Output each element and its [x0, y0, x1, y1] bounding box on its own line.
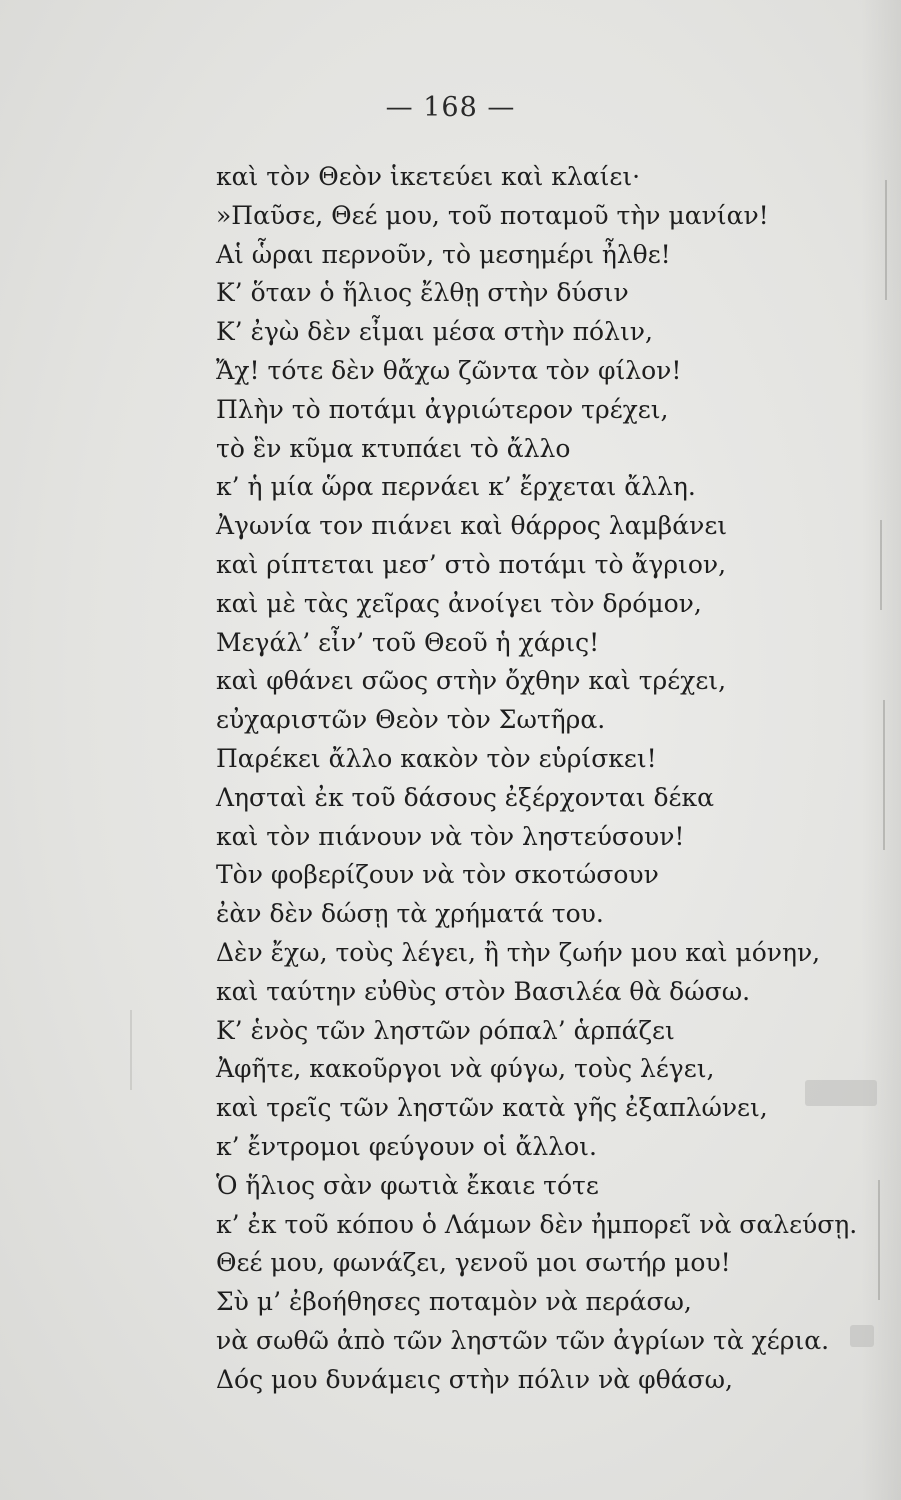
poem-line: Δός μου δυνάμεις στὴν πόλιν νὰ φθάσω, [216, 1364, 733, 1394]
poem-line: Ἀφῆτε, κακοῦργοι νὰ φύγω, τοὺς λέγει, [216, 1054, 715, 1084]
poem-line: καὶ μὲ τὰς χεῖρας ἀνοίγει τὸν δρόμον, [216, 588, 702, 618]
poem-line: κ’ ἡ μία ὥρα περνάει κ’ ἔρχεται ἄλλη. [216, 472, 696, 502]
poem-line: τὸ ἓν κῦμα κτυπάει τὸ ἄλλο [216, 433, 571, 463]
poem-line: Αἱ ὧραι περνοῦν, τὸ μεσημέρι ἦλθε! [216, 239, 671, 269]
poem-line: Παρέκει ἄλλο κακὸν τὸν εὑρίσκει! [216, 743, 657, 773]
poem-line: κ’ ἔντρομοι φεύγουν οἱ ἄλλοι. [216, 1131, 597, 1161]
poem-line: Ἀγωνία τον πιάνει καὶ θάρρος λαμβάνει [216, 511, 728, 541]
margin-mark [880, 520, 882, 610]
poem-line: ἐὰν δὲν δώσῃ τὰ χρήματά του. [216, 899, 604, 929]
poem-line: Θεέ μου, φωνάζει, γενοῦ μοι σωτήρ μου! [216, 1248, 731, 1278]
poem-line: Ἄχ! τότε δὲν θἄχω ζῶντα τὸν φίλον! [216, 355, 682, 385]
poem-line: καὶ ταύτην εὐθὺς στὸν Βασιλέα θὰ δώσω. [216, 976, 751, 1006]
margin-mark [885, 180, 887, 300]
page-edge-shadow [861, 0, 901, 1500]
poem-line: Κ’ ἐγὼ δὲν εἶμαι μέσα στὴν πόλιν, [216, 317, 653, 347]
poem-line: εὐχαριστῶν Θεὸν τὸν Σωτῆρα. [216, 705, 606, 735]
poem-line: Τὸν φοβερίζουν νὰ τὸν σκοτώσουν [216, 860, 659, 890]
poem-line: Κ’ ἑνὸς τῶν ληστῶν ρόπαλ’ ἁρπάζει [216, 1015, 675, 1045]
poem-line: Κ’ ὅταν ὁ ἥλιος ἔλθῃ στὴν δύσιν [216, 278, 629, 308]
poem-line: Ὁ ἥλιος σὰν φωτιὰ ἔκαιε τότε [216, 1170, 599, 1200]
poem-line: καὶ τὸν πιάνουν νὰ τὸν ληστεύσουν! [216, 821, 685, 851]
poem-line: καὶ ρίπτεται μεσ’ στὸ ποτάμι τὸ ἄγριον, [216, 549, 727, 579]
poem-line: καὶ φθάνει σῶος στὴν ὄχθην καὶ τρέχει, [216, 666, 727, 696]
poem-line: Μεγάλ’ εἶν’ τοῦ Θεοῦ ἡ χάρις! [216, 627, 600, 657]
margin-mark [130, 1010, 132, 1090]
poem-line: »Παῦσε, Θεέ μου, τοῦ ποταμοῦ τὴν μανίαν! [216, 200, 769, 230]
margin-mark [883, 700, 885, 850]
poem-line: καὶ τὸν Θεὸν ἱκετεύει καὶ κλαίει· [216, 162, 641, 191]
poem-line: κ’ ἐκ τοῦ κόπου ὁ Λάμων δὲν ἠμπορεῖ νὰ σαλεύσῃ. [216, 1209, 858, 1239]
poem-line: Δὲν ἔχω, τοὺς λέγει, ἢ τὴν ζωήν μου καὶ μόνην, [216, 937, 821, 967]
margin-mark [878, 1180, 880, 1300]
poem-line: Λησταὶ ἐκ τοῦ δάσους ἐξέρχονται δέκα [216, 782, 714, 812]
poem-line: νὰ σωθῶ ἀπὸ τῶν ληστῶν τῶν ἀγρίων τὰ χέρια. [216, 1325, 830, 1355]
poem-line: καὶ τρεῖς τῶν ληστῶν κατὰ γῆς ἐξαπλώνει, [216, 1093, 768, 1123]
poem-text [216, 158, 856, 1400]
poem-line: Σὺ μ’ ἐβοήθησες ποταμὸν νὰ περάσω, [216, 1287, 692, 1317]
page-number: — 168 — [385, 92, 516, 123]
poem-line: Πλὴν τὸ ποτάμι ἀγριώτερον τρέχει, [216, 394, 669, 424]
